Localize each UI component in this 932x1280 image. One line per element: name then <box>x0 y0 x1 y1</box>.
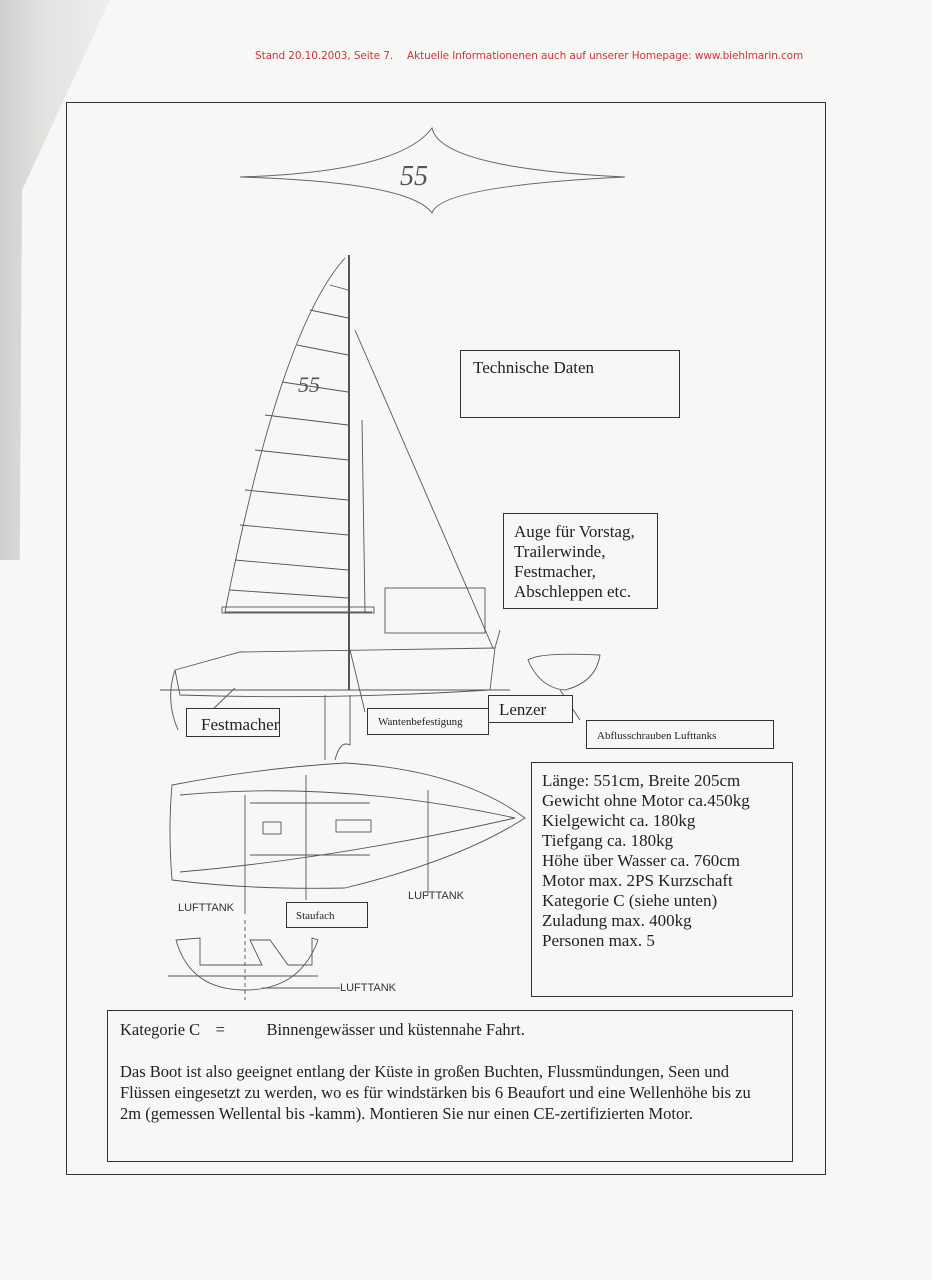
spec-line: Kategorie C (siehe unten) <box>542 891 718 910</box>
callout-lenzer <box>488 695 573 723</box>
lufttank-label-left: LUFTTANK <box>178 902 235 914</box>
callout-festmacher <box>186 708 280 737</box>
callout-abflussschrauben <box>586 720 774 749</box>
header-stand: Stand 20.10.2003, Seite 7. <box>255 50 394 62</box>
cross-section <box>168 920 340 1000</box>
side-view <box>160 255 600 760</box>
kategorie-equals: = <box>215 1020 225 1039</box>
spec-line: Länge: 551cm, Breite 205cm <box>542 771 741 790</box>
kategorie-meaning: Binnengewässer und küstennahe Fahrt. <box>266 1020 525 1039</box>
lufttank-label-right: LUFTTANK <box>408 890 465 902</box>
callout-wantenbefestigung <box>367 708 489 735</box>
spec-line: Personen max. 5 <box>542 931 655 950</box>
specs-box <box>531 762 793 997</box>
abflussschrauben-label: Abflusschrauben Lufttanks <box>597 730 717 742</box>
kategorie-label: Kategorie C <box>120 1020 201 1039</box>
wantenbefestigung-label: Wantenbefestigung <box>378 716 463 728</box>
spec-line: Motor max. 2PS Kurzschaft <box>542 871 733 890</box>
festmacher-label: Festmacher <box>201 715 280 734</box>
top-view <box>170 763 525 914</box>
kategorie-box <box>107 1010 793 1162</box>
spec-line: Zuladung max. 400kg <box>542 911 692 930</box>
spec-line: Kielgewicht ca. 180kg <box>542 811 696 830</box>
header-info: Aktuelle Informationenen auch auf unserer Homepage: www.biehlmarin.com <box>407 50 804 62</box>
auge-line: Abschleppen etc. <box>514 582 632 601</box>
spec-line: Gewicht ohne Motor ca.450kg <box>542 791 750 810</box>
sail-logo-text: 55 <box>298 372 320 397</box>
lufttank-label-section: LUFTTANK <box>340 982 397 994</box>
auge-line: Festmacher, <box>514 562 596 581</box>
logo-emblem <box>240 128 625 213</box>
auge-line: Trailerwinde, <box>514 542 606 561</box>
staufach-label: Staufach <box>296 910 335 922</box>
callout-auge <box>503 513 658 609</box>
auge-line: Auge für Vorstag, <box>514 522 635 541</box>
callout-technische-daten <box>460 350 680 418</box>
kategorie-description: Das Boot ist also geeignet entlang der Küste in großen Buchten, Flussmündungen, Seen und Flüssen eingesetzt zu werden, wo es für windstärken bis 6 Beaufort und eine Wellenhöhe bis zu 2m (gemessen Wellental bis -kamm). Montieren Sie nur einen CE-zertifizierten Motor. <box>120 1062 751 1123</box>
spec-line: Höhe über Wasser ca. 760cm <box>542 851 740 870</box>
logo-text: 55 <box>400 161 428 192</box>
kategorie-heading <box>120 1019 780 1040</box>
callout-staufach <box>286 902 368 928</box>
technische-daten-title: Technische Daten <box>473 358 595 377</box>
spec-line: Tiefgang ca. 180kg <box>542 831 674 850</box>
lenzer-label: Lenzer <box>499 700 547 719</box>
